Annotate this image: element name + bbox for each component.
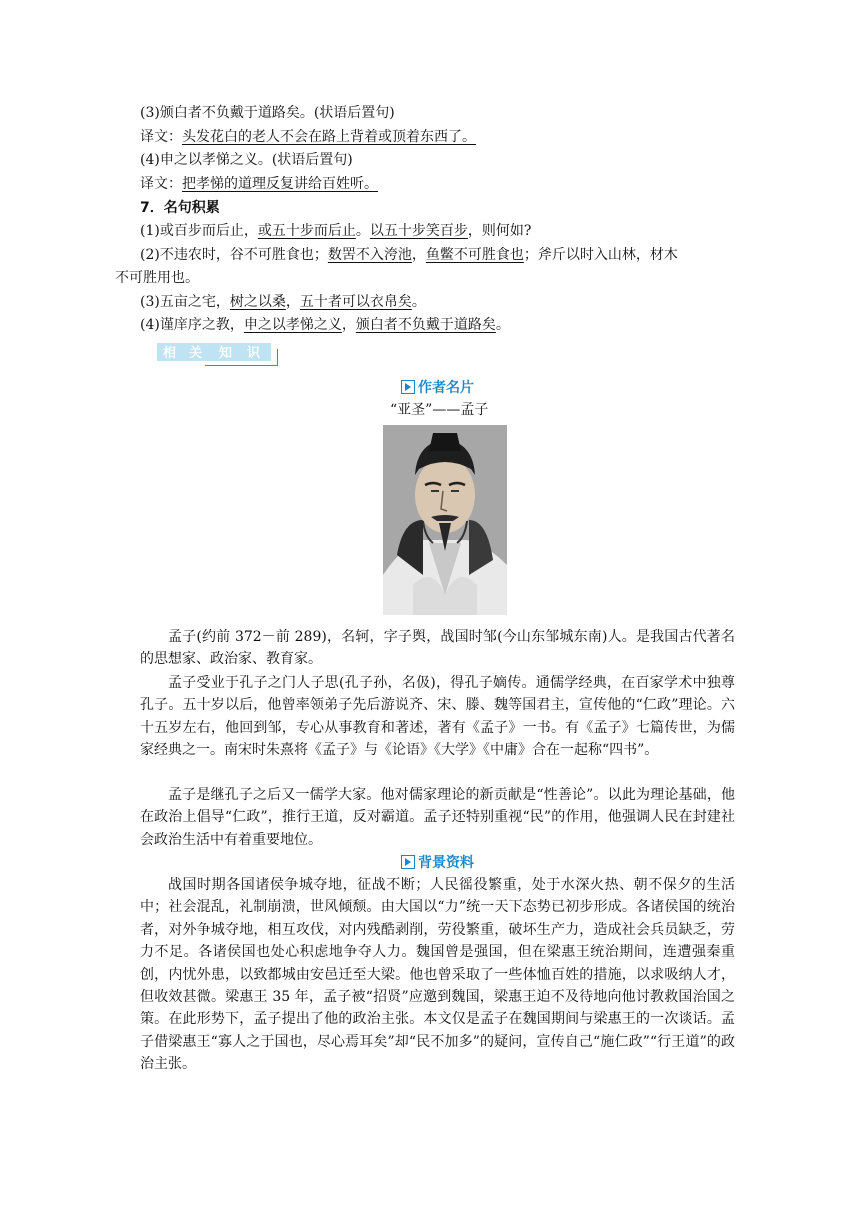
quote-answer: 或五十步而后止 [257,223,356,239]
quote-answer: 数罟不入洿池 [327,247,412,263]
background-para: 战国时期各国诸侯争城夺地，征战不断；人民徭役繁重，处于水深火热、朝不保夕的生活中；社会混乱，礼制崩溃，世风倾颓。由大国以“力”统一天下态势已初步形成。各诸侯国的统治者，对外争城夺地，相互攻伐，对内残酷剥削，劳役繁重，破坏生产力，造成社会兵员缺乏，劳力不足。各诸侯国也处心积虑地争夺人力。魏国曾是强国，但在梁惠王统治期间，连遭强秦重创，内忧外患，以致都城由安邑迁至大梁。他也曾采取了一些体恤百姓的措施，以求吸纳人才，但收效甚微。梁惠王 35 年，孟子被“招贤”应邀到魏国，梁惠王迫不及待地向他讨教救国治国之策。在此形势下，孟子提出了他的政治主张。本文仅是孟子在魏国期间与梁惠王的一次谈话。孟子借梁惠王“寡人之于国也，尽心焉耳矣”却“民不加多”的疑问，宣传自己“施仁政”“行王道”的政治主张。 [140,877,735,1073]
author-subtitle: “亚圣”——孟子 [390,402,489,418]
badge-char: 相 [163,346,177,361]
author-para-1: 孟子(约前 372－前 289)，名轲，字子舆，战国时邹(今山东邹城东南)人。是我国古代著名的思想家、政治家、教育家。 [140,629,735,668]
quote-text: (1)或百步而后止， [140,223,258,239]
quote-text: ；斧斤以时入山林，材木 [523,247,678,263]
translation-4 [140,173,378,195]
quote-text: ， [285,294,300,310]
play-icon [401,855,415,869]
quote-answer: 申之以孝悌之义 [243,317,342,333]
sentence-4: (4)申之以孝悌之义。(状语后置句) [140,152,353,168]
translation-answer: 头发花白的老人不会在路上背着或顶着东西了。 [182,129,476,145]
badge-char: 识 [247,346,261,361]
related-knowledge-badge [157,337,277,365]
author-para-3: 孟子是继孔子之后又一儒学大家。他对儒家理论的新贡献是“性善论”。以此为理论基础，他在政治上倡导“仁政”，推行王道，反对霸道。孟子还特别重视“民”的作用，他强调人民在封建社会政治生活中有着重要地位。 [140,787,735,848]
mencius-portrait [383,425,507,615]
quote-text: 。 [411,294,426,310]
portrait-image [383,425,507,615]
quote-answer: 以五十步笑百步 [369,223,468,239]
quote-2 [140,244,678,266]
quote-1 [140,220,531,242]
quote-answer: 五十者可以衣帛矣 [299,294,412,310]
section-heading-quotes: 7．名句积累 [140,200,220,216]
quote-answer: 树之以桑 [229,294,286,310]
section-title-background [401,852,474,872]
quote-text: (3)五亩之宅， [140,294,230,310]
badge-frame [205,349,278,366]
sentence-3: (3)颁白者不负戴于道路矣。(状语后置句) [140,105,395,121]
section-title-text: 背景资料 [418,855,474,871]
quote-text: 。 [495,317,510,333]
quote-text: (2)不违农时，谷不可胜食也； [140,247,328,263]
quote-answer: 鱼鳖不可胜食也 [425,247,524,263]
quote-text: ， [411,247,426,263]
quote-text: 。 [355,223,370,239]
translation-3 [140,126,476,148]
translation-label: 译文： [140,176,182,192]
quote-2-continued: 不可胜用也。 [115,270,199,286]
section-title-author [401,377,474,397]
badge-char: 知 [219,346,233,361]
quote-text: (4)谨庠序之教， [140,317,244,333]
play-icon [401,380,415,394]
author-para-2: 孟子受业于孔子之门人子思(孔子孙，名伋)，得孔子嫡传。通儒学经典，在百家学术中独尊孔子。五十岁以后，他曾率领弟子先后游说齐、宋、滕、魏等国君主，宣传他的“仁政”理论。六十五岁左右，他回到邹，专心从事教育和著述，著有《孟子》一书。有《孟子》七篇传世，为儒家经典之一。南宋时朱熹将《孟子》与《论语》《大学》《中庸》合在一起称“四书”。 [140,675,735,759]
badge-char: 关 [189,346,203,361]
quote-3 [140,291,426,313]
quote-text: ，则何如? [467,223,532,239]
translation-label: 译文： [140,129,182,145]
quote-answer: 颁白者不负戴于道路矣 [355,317,496,333]
section-title-text: 作者名片 [418,380,474,396]
quote-text: ， [341,317,356,333]
quote-4 [140,314,510,336]
translation-answer: 把孝悌的道理反复讲给百姓听。 [182,176,378,192]
